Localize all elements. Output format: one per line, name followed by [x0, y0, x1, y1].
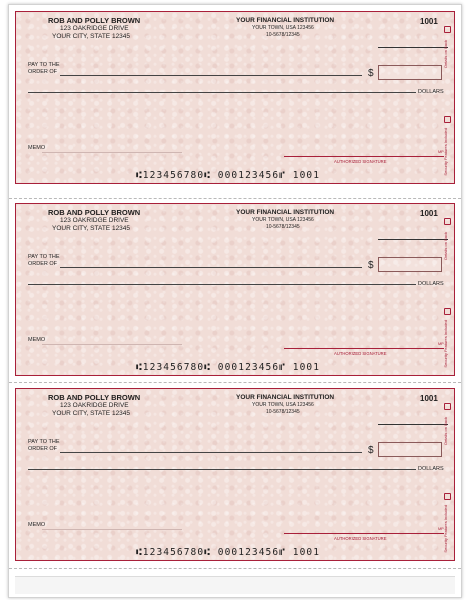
check-number: 1001 [420, 394, 438, 403]
mp-mark: MP [438, 150, 444, 154]
dollars-label: DOLLARS [418, 281, 444, 287]
memo-line[interactable] [42, 344, 182, 345]
memo-label: MEMO [28, 337, 46, 343]
perforation-line [9, 198, 461, 199]
padlock-icon [444, 493, 451, 500]
routing-fraction: 10-5678/12345 [266, 409, 300, 415]
amount-box[interactable] [378, 257, 442, 272]
bank-town: YOUR TOWN, USA 123456 [252, 25, 314, 31]
signature-line[interactable] [284, 533, 444, 534]
security-side-panel [443, 212, 453, 372]
padlock-icon [444, 116, 451, 123]
details-on-back-text: Details on Back [443, 40, 448, 68]
padlock-icon [444, 26, 451, 33]
perforation-line [9, 382, 461, 383]
bank-name: YOUR FINANCIAL INSTITUTION [236, 209, 335, 216]
owner-name: ROB AND POLLY BROWN [48, 208, 141, 217]
dollar-sign: $ [368, 260, 374, 271]
micr-line: ⑆123456780⑆ 000123456⑈ 1001 [136, 170, 321, 181]
security-side-panel [443, 20, 453, 180]
check-3 [15, 388, 455, 561]
routing-fraction: 10-5678/12345 [266, 224, 300, 230]
owner-name: ROB AND POLLY BROWN [48, 16, 141, 25]
signature-line[interactable] [284, 348, 444, 349]
check-2 [15, 203, 455, 376]
dollars-label: DOLLARS [418, 89, 444, 95]
mp-mark: MP [438, 342, 444, 346]
owner-city: YOUR CITY, STATE 12345 [52, 225, 131, 232]
owner-street: 123 OAKRIDGE DRIVE [60, 25, 129, 32]
written-amount-line[interactable] [28, 284, 416, 285]
order-of-label: ORDER OF [28, 69, 58, 75]
order-of-label: ORDER OF [28, 261, 58, 267]
pay-label: PAY TO THE [28, 439, 60, 445]
owner-street: 123 OAKRIDGE DRIVE [60, 217, 129, 224]
memo-line[interactable] [42, 152, 182, 153]
dollars-label: DOLLARS [418, 466, 444, 472]
micr-line: ⑆123456780⑆ 000123456⑈ 1001 [136, 547, 321, 558]
padlock-icon [444, 308, 451, 315]
bank-town: YOUR TOWN, USA 123456 [252, 402, 314, 408]
bank-town: YOUR TOWN, USA 123456 [252, 217, 314, 223]
owner-street: 123 OAKRIDGE DRIVE [60, 402, 129, 409]
owner-name: ROB AND POLLY BROWN [48, 393, 141, 402]
amount-box[interactable] [378, 65, 442, 80]
security-features-text: Security Features Included [443, 320, 448, 368]
amount-box[interactable] [378, 442, 442, 457]
payee-line[interactable] [60, 75, 362, 76]
details-on-back-text: Details on Back [443, 417, 448, 445]
security-features-text: Security Features Included [443, 128, 448, 176]
check-1 [15, 11, 455, 184]
order-of-label: ORDER OF [28, 446, 58, 452]
pay-label: PAY TO THE [28, 254, 60, 260]
details-on-back-text: Details on Back [443, 232, 448, 260]
check-number: 1001 [420, 209, 438, 218]
date-line[interactable] [378, 239, 448, 240]
security-side-panel [443, 397, 453, 557]
mp-mark: MP [438, 527, 444, 531]
memo-line[interactable] [42, 529, 182, 530]
padlock-icon [444, 403, 451, 410]
padlock-icon [444, 218, 451, 225]
perforation-line [9, 568, 461, 569]
memo-label: MEMO [28, 145, 46, 151]
payee-line[interactable] [60, 267, 362, 268]
check-number: 1001 [420, 17, 438, 26]
bank-name: YOUR FINANCIAL INSTITUTION [236, 394, 335, 401]
routing-fraction: 10-5678/12345 [266, 32, 300, 38]
check-sheet [8, 4, 462, 598]
owner-city: YOUR CITY, STATE 12345 [52, 33, 131, 40]
signature-label: AUTHORIZED SIGNATURE [334, 536, 387, 541]
bottom-tear-strip [15, 576, 455, 594]
bank-name: YOUR FINANCIAL INSTITUTION [236, 17, 335, 24]
written-amount-line[interactable] [28, 469, 416, 470]
signature-label: AUTHORIZED SIGNATURE [334, 159, 387, 164]
dollar-sign: $ [368, 68, 374, 79]
date-line[interactable] [378, 47, 448, 48]
security-features-text: Security Features Included [443, 505, 448, 553]
date-line[interactable] [378, 424, 448, 425]
dollar-sign: $ [368, 445, 374, 456]
pay-label: PAY TO THE [28, 62, 60, 68]
micr-line: ⑆123456780⑆ 000123456⑈ 1001 [136, 362, 321, 373]
memo-label: MEMO [28, 522, 46, 528]
written-amount-line[interactable] [28, 92, 416, 93]
signature-line[interactable] [284, 156, 444, 157]
owner-city: YOUR CITY, STATE 12345 [52, 410, 131, 417]
signature-label: AUTHORIZED SIGNATURE [334, 351, 387, 356]
payee-line[interactable] [60, 452, 362, 453]
